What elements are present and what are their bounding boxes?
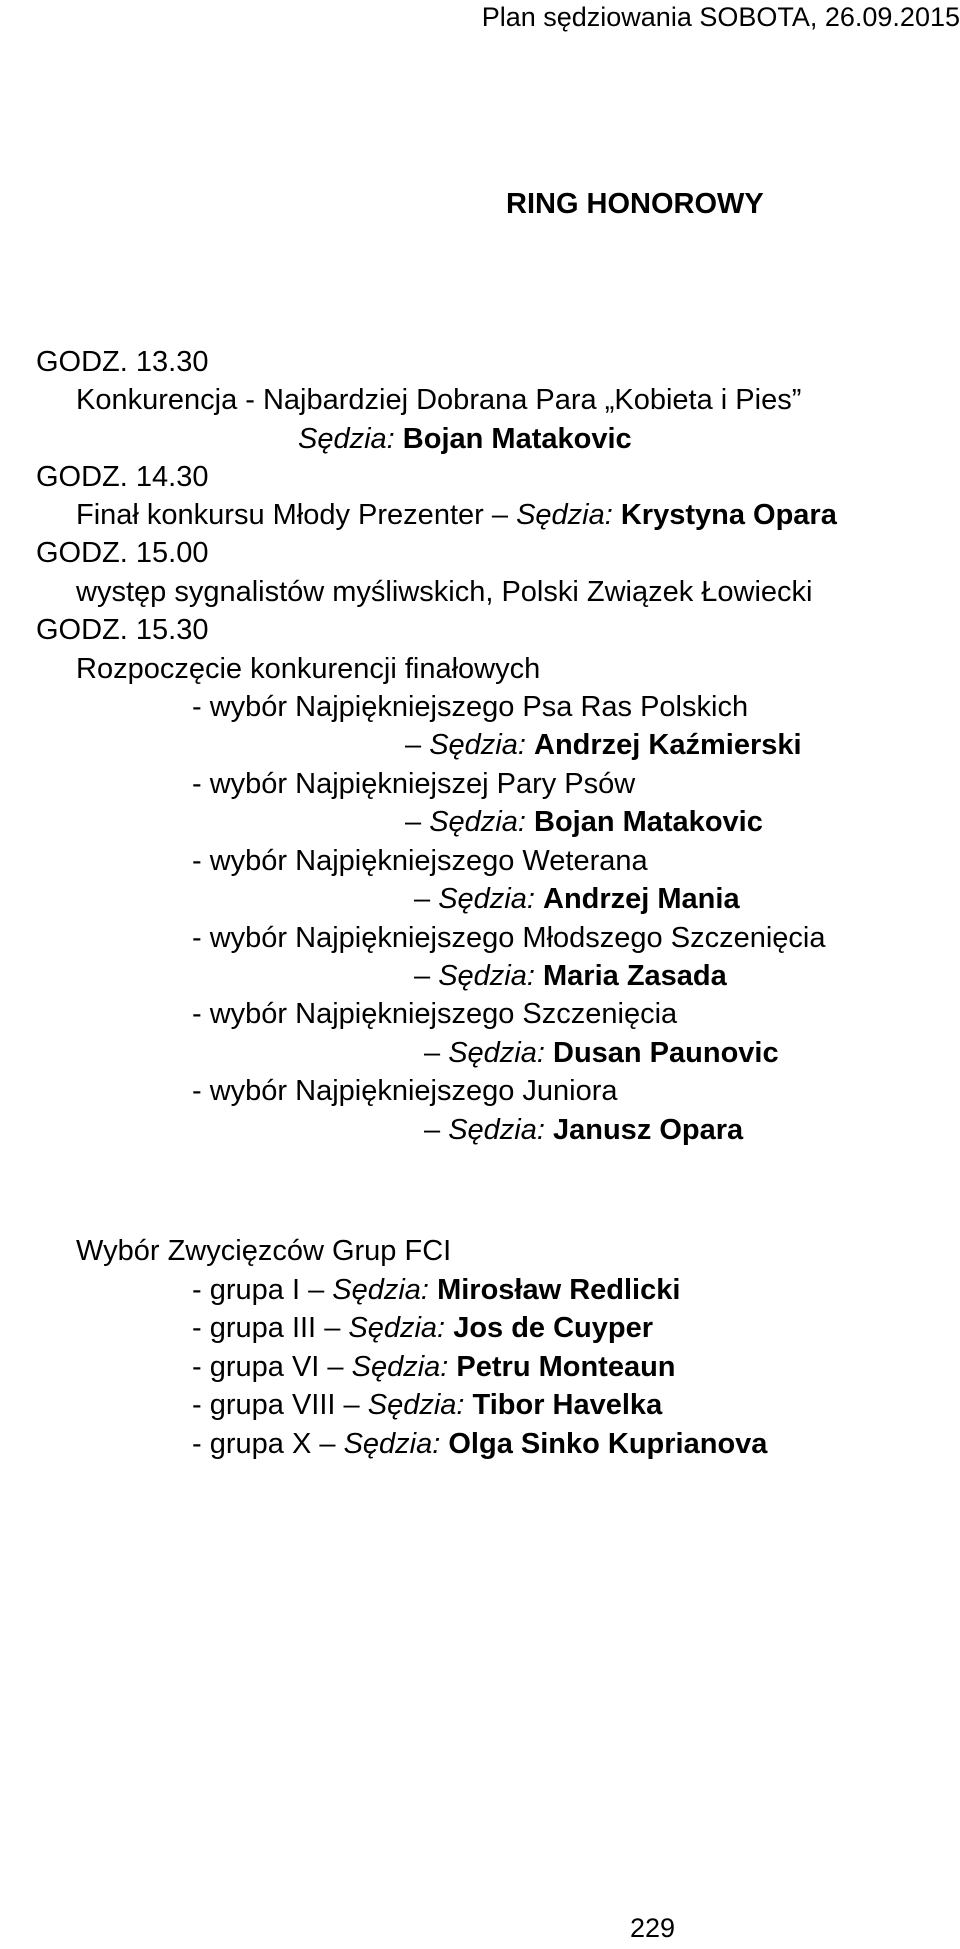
judge-label: Sędzia: [438,960,535,992]
judge-label: Sędzia: [448,1114,545,1146]
schedule-time-1500: GODZ. 15.00 [36,537,209,569]
fci-group [192,1350,676,1384]
group-label: - grupa VIII [192,1389,336,1421]
page-number: 229 [630,1913,676,1943]
fci-group [192,1273,680,1307]
judge-name: Dusan Paunovic [553,1037,779,1069]
judge-name: Mirosław Redlicki [437,1274,681,1306]
final-item-judge [414,882,740,916]
judge-name: Janusz Opara [553,1114,744,1146]
group-label: - grupa VI [192,1351,320,1383]
final-item-label: - wybór Najpiękniejszego Młodszego Szczenięcia [192,922,826,954]
judge-name: Jos de Cuyper [453,1312,654,1344]
final-item-judge [405,805,763,839]
judge-name: Bojan Matakovic [534,806,763,838]
fci-group [192,1388,662,1422]
judge-label: Sędzia: [298,423,395,455]
fci-group [192,1427,767,1461]
group-label: - grupa X [192,1428,312,1460]
judge-label: Sędzia: [448,1037,545,1069]
dash: – [327,1351,344,1383]
schedule-event-1330: Konkurencja - Najbardziej Dobrana Para „Kobieta i Pies” [76,384,802,416]
final-item-label: - wybór Najpiękniejszego Juniora [192,1075,618,1107]
final-item-label: - wybór Najpiękniejszego Psa Ras Polskich [192,691,749,723]
schedule-time-1330: GODZ. 13.30 [36,346,209,378]
judge-name: Olga Sinko Kuprianova [448,1428,768,1460]
page-title: RING HONOROWY [506,188,764,220]
judge-name: Tibor Havelka [472,1389,663,1421]
final-item-judge [405,728,802,762]
judge-name: Andrzej Kaźmierski [534,729,802,761]
judge-name: Petru Monteaun [456,1351,676,1383]
dash: – [319,1428,336,1460]
judge-label: Sędzia: [429,729,526,761]
dash: – [424,1114,441,1146]
judge-label: Sędzia: [367,1389,465,1421]
final-item-label: - wybór Najpiękniejszego Weterana [192,845,648,877]
judge-label: Sędzia: [429,806,526,838]
judge-label: Sędzia: [343,1428,441,1460]
group-label: - grupa I [192,1274,300,1306]
judge-label: Sędzia: [351,1351,449,1383]
judge-label: Sędzia: [516,499,613,531]
schedule-time-1530: GODZ. 15.30 [36,614,209,646]
page-header: Plan sędziowania SOBOTA, 26.09.2015 [481,2,960,32]
final-item-label: - wybór Najpiękniejszego Szczenięcia [192,998,678,1030]
judge-label: Sędzia: [348,1312,446,1344]
judge-name: Krystyna Opara [620,499,837,531]
schedule-event-1500: występ sygnalistów myśliwskich, Polski Związek Łowiecki [76,576,813,608]
dash: – [343,1389,360,1421]
dash: – [491,499,508,531]
final-item-judge [424,1036,779,1070]
schedule-time-1430: GODZ. 14.30 [36,461,209,493]
schedule-event-1430 [76,498,837,532]
judge-name: Andrzej Mania [543,883,740,915]
final-item-judge [424,1113,743,1147]
judge-label: Sędzia: [438,883,535,915]
fci-section-title: Wybór Zwycięzców Grup FCI [76,1235,452,1267]
group-label: - grupa III [192,1312,317,1344]
dash: – [405,729,422,761]
dash: – [424,1037,441,1069]
judge-name: Maria Zasada [543,960,727,992]
dash: – [414,960,431,992]
final-item-judge [414,959,727,993]
dash: – [414,883,431,915]
judge-label: Sędzia: [332,1274,429,1306]
judge-name: Bojan Matakovic [402,423,632,455]
fci-group [192,1311,653,1345]
schedule-judge-1330 [298,422,632,456]
dash: – [324,1312,341,1344]
schedule-event-1530: Rozpoczęcie konkurencji finałowych [76,653,541,685]
final-item-label: - wybór Najpiękniejszej Pary Psów [192,768,636,800]
event-label: Finał konkursu Młody Prezenter [76,499,484,531]
dash: – [308,1274,325,1306]
dash: – [405,806,422,838]
